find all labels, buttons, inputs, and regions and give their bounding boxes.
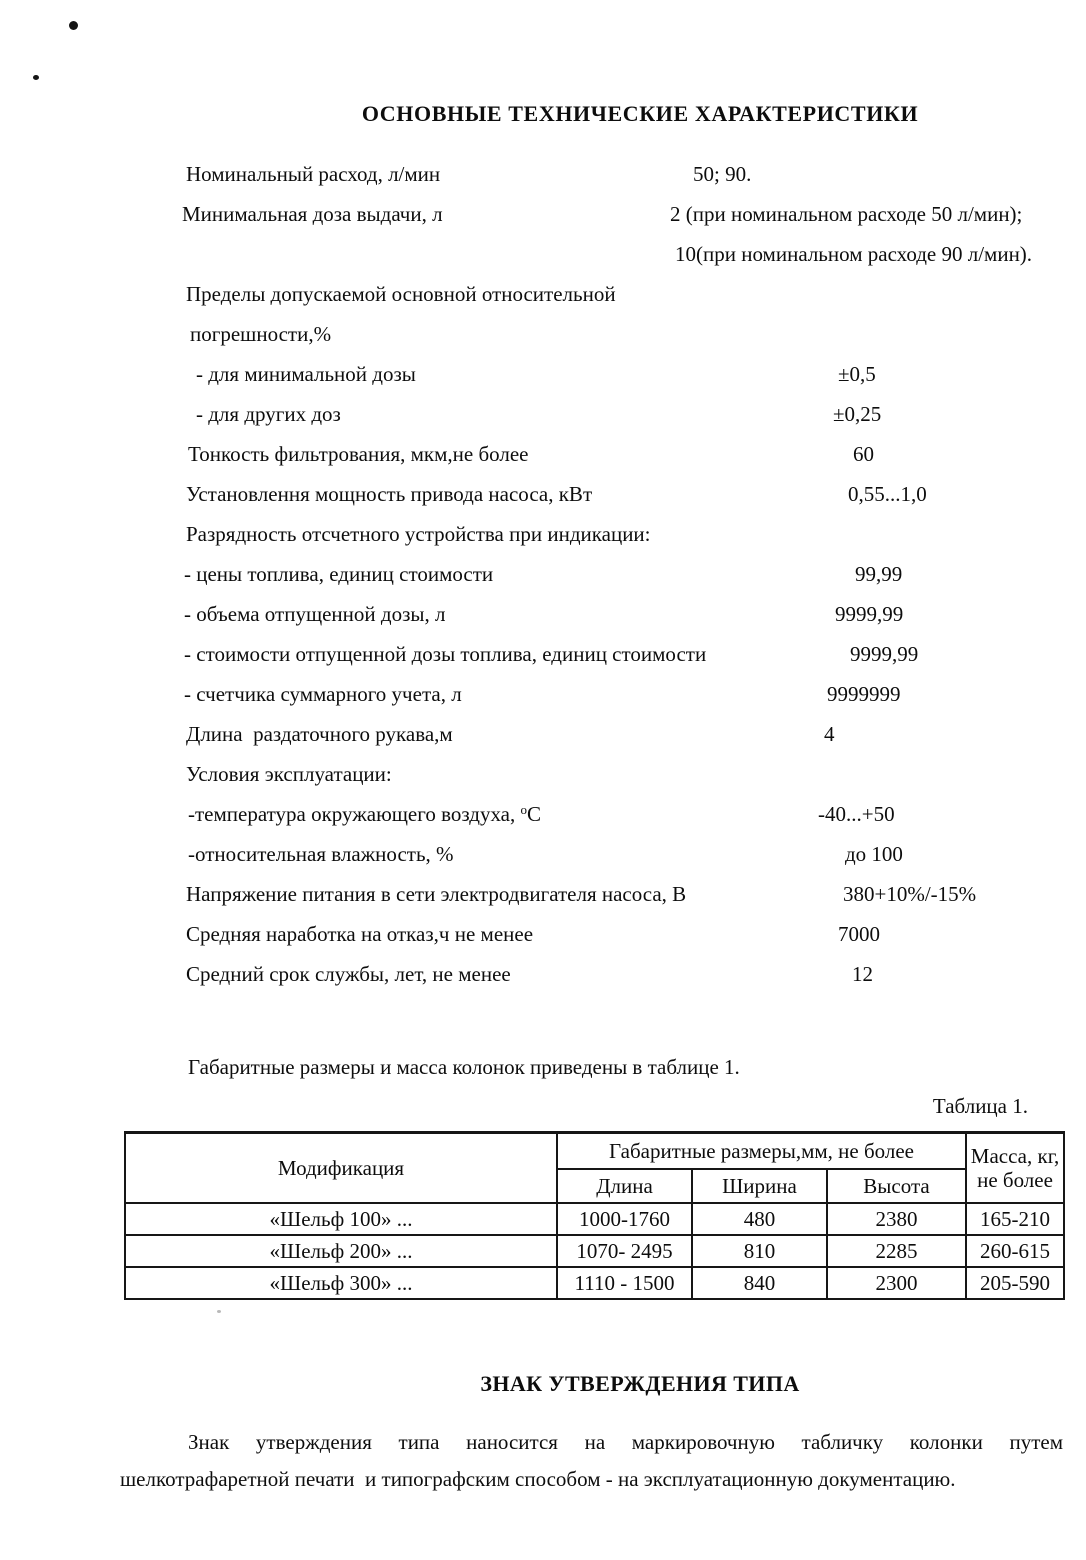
scan-speck-left [33,75,39,80]
spec-row [120,481,1063,521]
spec-list [120,161,1063,1001]
spec-value: 12 [852,962,873,986]
spec-label: Условия эксплуатации: [186,762,392,786]
scan-speck-top [69,21,78,30]
spec-value: 50; 90. [693,162,752,186]
spec-value: до 100 [845,842,903,866]
spec-row [120,721,1063,761]
page-title: ОСНОВНЫЕ ТЕХНИЧЕСКИЕ ХАРАКТЕРИСТИКИ [361,101,919,126]
spec-row [120,961,1063,1001]
header-width: Ширина [692,1169,827,1203]
header-modification: Модификация [125,1133,557,1204]
spec-label: - объема отпущенной дозы, л [184,602,446,626]
type-approval-paragraph [120,1424,1063,1498]
spec-label: Пределы допускаемой основной относительной [186,282,616,306]
cell-height: 2300 [827,1267,966,1299]
table-row [125,1267,1064,1299]
spec-value: 4 [824,722,835,746]
cell-length: 1070- 2495 [557,1235,692,1267]
header-length: Длина [557,1169,692,1203]
spec-row [120,801,1063,841]
table-intro: Габаритные размеры и масса колонок приведены в таблице 1. [188,1055,740,1079]
spec-row [120,601,1063,641]
spec-value: 99,99 [855,562,903,586]
cell-height: 2285 [827,1235,966,1267]
spec-value: 9999,99 [850,642,919,666]
cell-mass: 260-615 [966,1235,1064,1267]
spec-row [120,761,1063,801]
spec-label: Длина раздаточного рукава,м [186,722,453,746]
spec-value: 0,55...1,0 [848,482,927,506]
section-title-type-approval: ЗНАК УТВЕРЖДЕНИЯ ТИПА [480,1371,800,1396]
spec-row [120,361,1063,401]
cell-modification: «Шельф 100» ... [125,1203,557,1235]
header-mass: Масса, кг, не более [966,1133,1064,1204]
cell-mass: 205-590 [966,1267,1064,1299]
spec-row [120,201,1063,241]
spec-label: - для минимальной дозы [196,362,416,386]
spec-row [120,881,1063,921]
cell-height: 2380 [827,1203,966,1235]
spec-label: Разрядность отсчетного устройства при индикации: [186,522,651,546]
spec-value: -40...+50 [818,802,895,826]
spec-value: ±0,25 [833,402,882,426]
spec-label: Номинальный расход, л/мин [186,162,441,186]
header-height: Высота [827,1169,966,1203]
spec-row [120,521,1063,561]
spec-value: 380+10%/-15% [843,882,977,906]
spec-label: Минимальная доза выдачи, л [182,202,443,226]
spec-row [120,441,1063,481]
spec-label: Установлення мощность привода насоса, кВт [186,482,593,506]
spec-value: 60 [853,442,874,466]
spec-value: 7000 [838,922,880,946]
spec-label: - для других доз [196,402,341,426]
spec-row [120,241,1063,281]
spec-label: погрешности,% [190,322,332,346]
table-row [125,1203,1064,1235]
dimensions-mass-table [124,1131,1065,1300]
spec-row [120,841,1063,881]
paragraph-line-2: шелкотрафаретной печати и типографским способом - на эксплуатационную документацию. [120,1467,956,1491]
spec-row [120,641,1063,681]
cell-length: 1110 - 1500 [557,1267,692,1299]
spec-label: - цены топлива, единиц стоимости [184,562,494,586]
spec-row [120,161,1063,201]
spec-label: Средняя наработка на отказ,ч не менее [186,922,534,946]
cell-modification: «Шельф 300» ... [125,1267,557,1299]
degree-superscript: о [520,802,528,817]
table-row [125,1235,1064,1267]
cell-length: 1000-1760 [557,1203,692,1235]
spec-row [120,681,1063,721]
spec-value: ±0,5 [838,362,876,386]
spec-label: Напряжение питания в сети электродвигателя насоса, В [186,882,687,906]
spec-label: Тонкость фильтрования, мкм,не более [188,442,529,466]
cell-modification: «Шельф 200» ... [125,1235,557,1267]
spec-row [120,281,1063,321]
spec-row [120,401,1063,441]
spec-label: -температура окружающего воздуха, $^о$С [188,802,542,826]
scan-speck-bottom [217,1310,221,1313]
spec-value: 10(при номинальном расходе 90 л/мин). [675,242,1033,266]
spec-label: - стоимости отпущенной дозы топлива, единиц стоимости [184,642,707,666]
spec-row [120,561,1063,601]
spec-row [120,921,1063,961]
cell-mass: 165-210 [966,1203,1064,1235]
cell-width: 840 [692,1267,827,1299]
spec-label: -относительная влажность, % [188,842,454,866]
spec-value: 9999999 [827,682,901,706]
spec-value: 2 (при номинальном расходе 50 л/мин); [670,202,1023,226]
spec-row [120,321,1063,361]
spec-value: 9999,99 [835,602,904,626]
spec-label: Средний срок службы, лет, не менее [186,962,511,986]
spec-label: - счетчика суммарного учета, л [184,682,462,706]
paragraph-line-1: Знак утверждения типа наносится на маркировочную табличку колонки путем [188,1430,1063,1454]
table-caption: Таблица 1. [932,1094,1028,1118]
header-dimensions-group: Габаритные размеры,мм, не более [557,1133,966,1170]
cell-width: 480 [692,1203,827,1235]
cell-width: 810 [692,1235,827,1267]
